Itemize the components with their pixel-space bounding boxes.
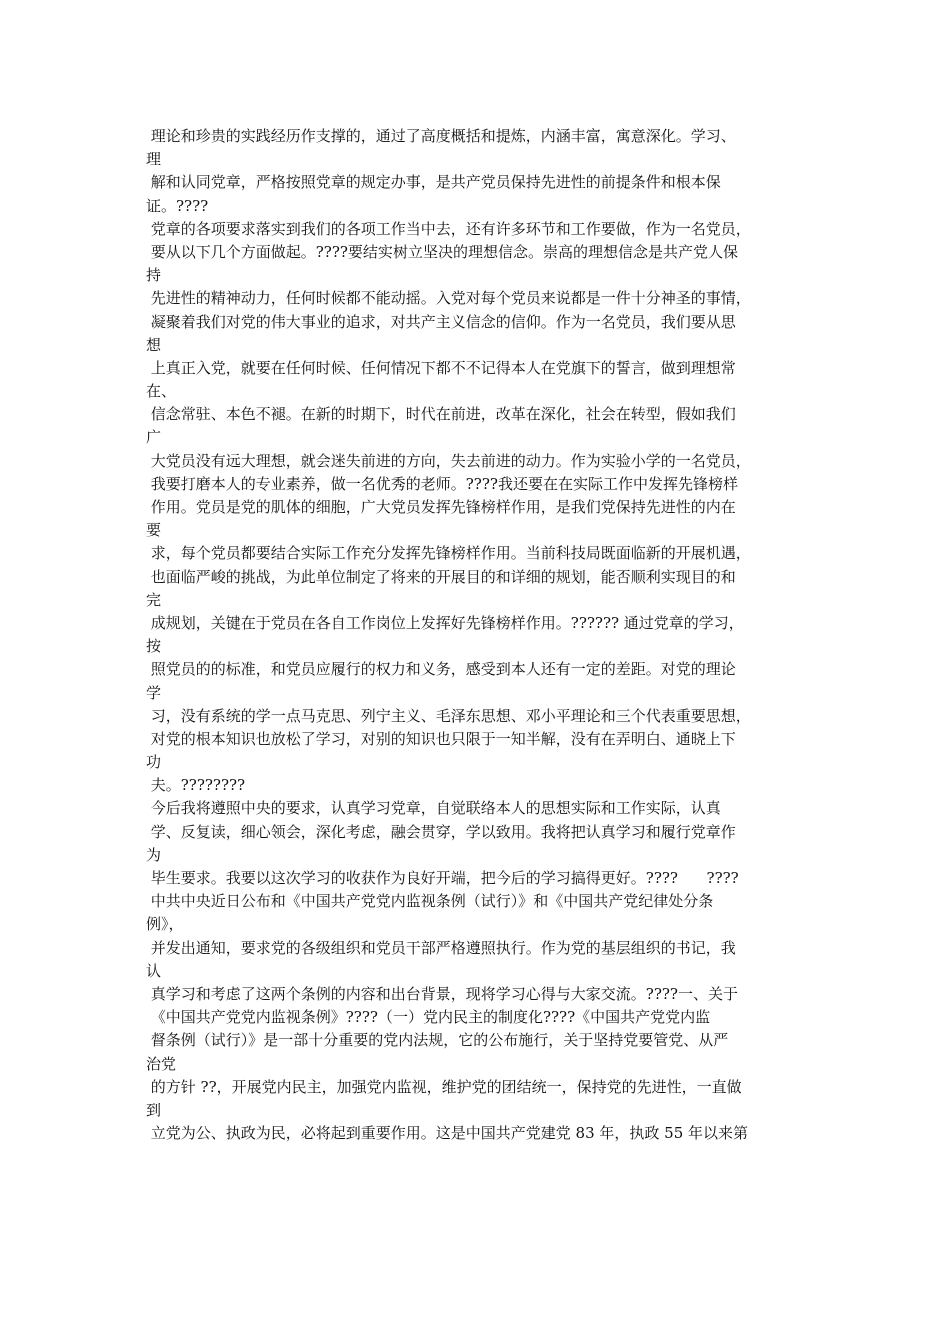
text-line: 信念常驻、本色不褪。在新的时期下，时代在前进，改革在深化，社会在转型，假如我们 bbox=[146, 405, 736, 424]
text-line: 上真正入党，就要在任何时候、任何情况下都不不记得本人在党旗下的誓言，做到理想常 bbox=[146, 358, 736, 377]
text-line: 凝聚着我们对党的伟大事业的追求，对共产主义信念的信仰。作为一名党员，我们要从思 bbox=[146, 312, 736, 331]
text-line: 大党员没有远大理想，就会迷失前进的方向，失去前进的动力。作为实验小学的一名党员， bbox=[146, 451, 751, 470]
document-body bbox=[146, 125, 816, 1145]
text-line: 解和认同党章，严格按照党章的规定办事，是共产党员保持先进性的前提条件和根本保 bbox=[146, 173, 721, 192]
text-line: 例》， bbox=[146, 915, 184, 934]
text-line: 广 bbox=[146, 428, 162, 447]
text-line: 证。???? bbox=[146, 196, 209, 215]
text-line: 学、反复读，细心领会，深化考虑，融会贯穿，学以致用。我将把认真学习和履行党章作 bbox=[146, 822, 736, 841]
text-line: 立党为公、执政为民，必将起到重要作用。这是中国共产党建党 83 年，执政 55 年以来第 bbox=[146, 1124, 749, 1143]
text-line: 想 bbox=[146, 335, 162, 354]
text-line: 的方针 ??，开展党内民主，加强党内监视，维护党的团结统一，保持党的先进性，一直做 bbox=[146, 1077, 742, 1096]
text-line: 要从以下几个方面做起。????要结实树立坚决的理想信念。崇高的理想信念是共产党人保 bbox=[146, 242, 738, 261]
text-line: 治党 bbox=[146, 1054, 177, 1073]
text-line: 在、 bbox=[146, 382, 177, 401]
text-line: 习，没有系统的学一点马克思、列宁主义、毛泽东思想、邓小平理论和三个代表重要思想， bbox=[146, 706, 751, 725]
text-line: 作用。党员是党的肌体的细胞，广大党员发挥先锋榜样作用，是我们党保持先进性的内在 bbox=[146, 498, 736, 516]
text-line: 完 bbox=[146, 590, 162, 609]
text-line: 毕生要求。我要以这次学习的收获作为良好开端，把今后的学习搞得更好。???? ???? bbox=[146, 869, 739, 887]
text-line: 按 bbox=[146, 637, 162, 656]
text-line: 要 bbox=[146, 521, 162, 540]
text-line: 认 bbox=[146, 961, 162, 980]
text-line: 并发出通知，要求党的各级组织和党员干部严格遵照执行。作为党的基层组织的书记，我 bbox=[146, 938, 736, 957]
text-line: 为 bbox=[146, 845, 162, 864]
text-line: 今后我将遵照中央的要求，认真学习党章，自觉联络本人的思想实际和工作实际，认真 bbox=[146, 799, 721, 818]
text-line: 学 bbox=[146, 683, 162, 702]
text-line: 求，每个党员都要结合实际工作充分发挥先锋榜样作用。当前科技局既面临新的开展机遇， bbox=[146, 544, 751, 563]
text-line: 党章的各项要求落实到我们的各项工作当中去，还有许多环节和工作要做，作为一名党员， bbox=[146, 219, 751, 238]
text-line: 到 bbox=[146, 1100, 162, 1119]
text-line: 先进性的精神动力，任何时候都不能动摇。入党对每个党员来说都是一件十分神圣的事情， bbox=[146, 289, 751, 308]
text-line: 中共中央近日公布和《中国共产党党内监视条例（试行）》和《中国共产党纪律处分条 bbox=[146, 892, 714, 911]
text-line: 我要打磨本人的专业素养，做一名优秀的老师。????我还要在在实际工作中发挥先锋榜样 bbox=[146, 474, 738, 493]
text-line: 也面临严峻的挑战，为此单位制定了将来的开展目的和详细的规划，能否顺利实现目的和 bbox=[146, 567, 736, 586]
text-line: 照党员的的标准，和党员应履行的权力和义务，感受到本人还有一定的差距。对党的理论 bbox=[146, 660, 736, 679]
text-line: 成规划，关键在于党员在各自工作岗位上发挥好先锋榜样作用。?????? 通过党章的学习， bbox=[146, 613, 744, 632]
text-line: 《中国共产党党内监视条例》????（一）党内民主的制度化????《中国共产党党内监 bbox=[146, 1008, 711, 1027]
text-line: 持 bbox=[146, 266, 162, 285]
text-line: 对党的根本知识也放松了学习，对别的知识也只限于一知半解，没有在弄明白、通晓上下 bbox=[146, 729, 736, 748]
text-line: 功 bbox=[146, 753, 162, 772]
text-line: 真学习和考虑了这两个条例的内容和出台背景，现将学习心得与大家交流。????一、关于 bbox=[146, 984, 738, 1003]
text-line: 理 bbox=[146, 150, 162, 169]
text-line: 督条例（试行）》是一部十分重要的党内法规，它的公布施行，关于坚持党要管党、从严 bbox=[146, 1031, 729, 1050]
text-line: 夫。???????? bbox=[146, 776, 246, 795]
text-line: 理论和珍贵的实践经历作支撑的，通过了高度概括和提炼，内涵丰富，寓意深化。学习、 bbox=[146, 127, 736, 145]
